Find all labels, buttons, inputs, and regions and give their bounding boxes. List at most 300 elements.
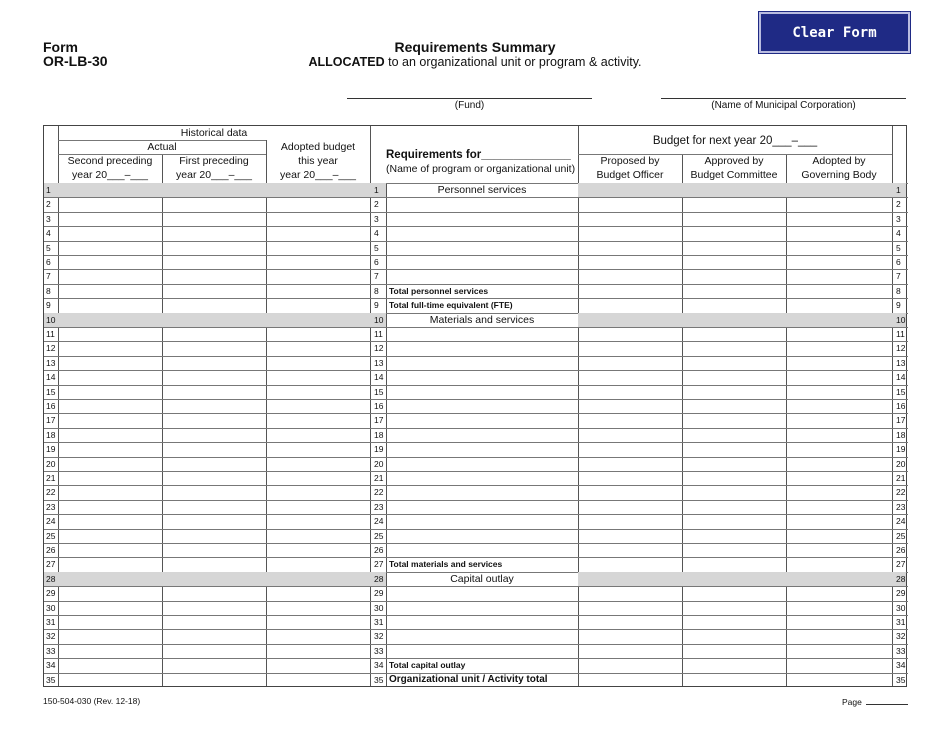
adopted-by-cell[interactable] [786,629,892,643]
approved-cell[interactable] [682,226,786,240]
row-number-left: 12 [46,343,56,354]
adopted-by-cell[interactable] [786,413,892,427]
second-preceding-cell[interactable] [58,212,162,226]
second-preceding-cell[interactable] [58,615,162,629]
adopted-budget-cell[interactable] [266,615,370,629]
first-preceding-cell[interactable] [162,385,266,399]
adopted-budget-cell[interactable] [266,500,370,514]
row-number-middle: 31 [374,617,384,627]
first-preceding-cell[interactable] [162,313,266,327]
page-title: Requirements Summary [394,39,556,55]
proposed-cell[interactable] [578,543,682,557]
adopted-by-cell[interactable] [786,370,892,384]
adopted-budget-cell[interactable] [266,557,370,571]
form-label [43,40,108,68]
row-number-right: 32 [896,631,906,642]
second-preceding-cell[interactable] [58,370,162,384]
adopted-budget-cell[interactable] [266,572,370,586]
approved-cell[interactable] [682,385,786,399]
proposed-header [578,154,682,182]
approved-cell[interactable] [682,673,786,687]
second-preceding-cell[interactable] [58,255,162,269]
second-preceding-cell[interactable] [58,471,162,485]
adopted-budget-cell[interactable] [266,442,370,456]
adopted-by-cell[interactable] [786,284,892,298]
adopted-by-cell[interactable] [786,399,892,413]
adopted-budget-cell[interactable] [266,284,370,298]
second-preceding-cell[interactable] [58,572,162,586]
approved-cell[interactable] [682,485,786,499]
adopted-by-line2: Governing Body [801,169,877,181]
first-preceding-cell[interactable] [162,370,266,384]
second-preceding-cell[interactable] [58,557,162,571]
proposed-cell[interactable] [578,572,682,586]
proposed-cell[interactable] [578,485,682,499]
first-preceding-cell[interactable] [162,658,266,672]
row-number-left: 6 [46,257,51,267]
row-number-right: 17 [896,415,906,426]
row-number-left: 23 [46,501,56,512]
approved-cell[interactable] [682,183,786,197]
proposed-cell[interactable] [578,658,682,672]
table-row [44,197,906,211]
first-preceding-cell[interactable] [162,615,266,629]
adopted-budget-cell[interactable] [266,341,370,355]
adopted-by-cell[interactable] [786,269,892,283]
adopted-by-cell[interactable] [786,673,892,687]
approved-cell[interactable] [682,428,786,442]
requirement-label: Total materials and services [389,559,503,570]
first-preceding-header [162,154,266,182]
approved-cell[interactable] [682,255,786,269]
row-number-middle: 12 [374,343,384,354]
adopted-by-cell[interactable] [786,457,892,471]
row-number-left: 13 [46,357,56,368]
approved-cell[interactable] [682,644,786,658]
first-preceding-cell[interactable] [162,269,266,283]
adopted-by-cell[interactable] [786,586,892,600]
adopted-budget-line2: this year [298,155,338,167]
adopted-budget-cell[interactable] [266,269,370,283]
second-preceding-cell[interactable] [58,442,162,456]
second-preceding-cell[interactable] [58,226,162,240]
adopted-budget-cell[interactable] [266,586,370,600]
row-number-middle: 33 [374,645,384,656]
row-number-left: 19 [46,444,56,455]
adopted-by-cell[interactable] [786,313,892,327]
approved-cell[interactable] [682,313,786,327]
proposed-cell[interactable] [578,629,682,643]
approved-cell[interactable] [682,471,786,485]
row-number-right: 15 [896,386,906,397]
approved-cell[interactable] [682,212,786,226]
budget-next-year-header: Budget for next year 20___–___ [652,135,818,147]
page-label: Page [842,697,862,707]
approved-cell[interactable] [682,629,786,643]
first-preceding-cell[interactable] [162,298,266,312]
adopted-budget-cell[interactable] [266,313,370,327]
row-number-left: 7 [46,271,51,282]
second-preceding-cell[interactable] [58,241,162,255]
approved-line1: Approved by [704,155,764,167]
proposed-cell[interactable] [578,197,682,211]
first-preceding-cell[interactable] [162,255,266,269]
first-preceding-cell[interactable] [162,629,266,643]
row-number-left: 3 [46,213,51,224]
adopted-by-cell[interactable] [786,471,892,485]
first-preceding-cell[interactable] [162,586,266,600]
adopted-by-header [786,154,892,182]
page-field [842,697,908,707]
proposed-cell[interactable] [578,442,682,456]
adopted-budget-cell[interactable] [266,428,370,442]
row-number-middle: 10 [374,314,384,325]
proposed-line1: Proposed by [600,155,660,167]
first-preceding-cell[interactable] [162,673,266,687]
approved-cell[interactable] [682,500,786,514]
row-number-left: 24 [46,516,56,527]
adopted-budget-cell[interactable] [266,298,370,312]
proposed-cell[interactable] [578,413,682,427]
adopted-budget-cell[interactable] [266,212,370,226]
table-row [44,471,906,485]
proposed-cell[interactable] [578,586,682,600]
adopted-budget-cell[interactable] [266,673,370,687]
row-number-right: 11 [896,329,905,339]
proposed-cell[interactable] [578,673,682,687]
adopted-by-cell[interactable] [786,428,892,442]
adopted-budget-cell[interactable] [266,629,370,643]
approved-line2: Budget Committee [690,169,778,181]
proposed-cell[interactable] [578,313,682,327]
proposed-cell[interactable] [578,212,682,226]
adopted-by-cell[interactable] [786,341,892,355]
row-number-middle: 25 [374,530,384,541]
first-preceding-cell[interactable] [162,241,266,255]
approved-cell[interactable] [682,572,786,586]
first-preceding-cell[interactable] [162,197,266,211]
approved-cell[interactable] [682,284,786,298]
proposed-cell[interactable] [578,255,682,269]
row-number-right: 7 [896,271,901,282]
row-number-left: 15 [46,386,56,397]
header-divider [58,140,266,141]
adopted-budget-cell[interactable] [266,226,370,240]
row-number-right: 13 [896,357,906,368]
row-number-middle: 9 [374,300,379,311]
first-preceding-cell[interactable] [162,356,266,370]
approved-cell[interactable] [682,269,786,283]
adopted-by-cell[interactable] [786,212,892,226]
table-row [44,356,906,370]
adopted-by-cell[interactable] [786,485,892,499]
second-preceding-cell[interactable] [58,500,162,514]
table-row [44,529,906,543]
second-preceding-cell[interactable] [58,284,162,298]
adopted-by-cell[interactable] [786,183,892,197]
proposed-cell[interactable] [578,226,682,240]
second-preceding-cell[interactable] [58,658,162,672]
row-number-middle: 8 [374,285,379,296]
page-number-input[interactable] [866,704,908,705]
adopted-by-cell[interactable] [786,572,892,586]
proposed-cell[interactable] [578,529,682,543]
proposed-cell[interactable] [578,370,682,384]
proposed-cell[interactable] [578,644,682,658]
first-preceding-cell[interactable] [162,471,266,485]
adopted-budget-cell[interactable] [266,529,370,543]
second-preceding-cell[interactable] [58,197,162,211]
adopted-by-cell[interactable] [786,529,892,543]
proposed-cell[interactable] [578,615,682,629]
fund-line[interactable] [347,98,592,99]
second-preceding-cell[interactable] [58,428,162,442]
municipal-line[interactable] [661,98,906,99]
second-preceding-cell[interactable] [58,313,162,327]
proposed-cell[interactable] [578,399,682,413]
adopted-budget-cell[interactable] [266,543,370,557]
adopted-budget-cell[interactable] [266,241,370,255]
approved-cell[interactable] [682,370,786,384]
table-row [44,370,906,384]
title-block [300,40,650,70]
table-row [44,673,906,687]
proposed-cell[interactable] [578,557,682,571]
second-preceding-label: Second preceding [67,155,153,167]
proposed-cell[interactable] [578,269,682,283]
proposed-cell[interactable] [578,241,682,255]
row-number-right: 25 [896,530,906,541]
first-preceding-cell[interactable] [162,183,266,197]
second-preceding-cell[interactable] [58,269,162,283]
proposed-cell[interactable] [578,341,682,355]
table-row [44,269,906,283]
second-preceding-cell[interactable] [58,485,162,499]
approved-cell[interactable] [682,298,786,312]
adopted-by-cell[interactable] [786,255,892,269]
row-number-left: 34 [46,660,56,671]
first-preceding-cell[interactable] [162,572,266,586]
proposed-cell[interactable] [578,385,682,399]
proposed-cell[interactable] [578,471,682,485]
requirements-sub-label: (Name of program or organizational unit) [386,163,576,175]
approved-cell[interactable] [682,658,786,672]
adopted-budget-cell[interactable] [266,197,370,211]
adopted-by-cell[interactable] [786,327,892,341]
adopted-budget-cell[interactable] [266,457,370,471]
proposed-cell[interactable] [578,298,682,312]
second-preceding-cell[interactable] [58,327,162,341]
requirements-header [386,148,578,176]
adopted-budget-cell[interactable] [266,514,370,528]
header-divider [578,154,892,155]
proposed-cell[interactable] [578,601,682,615]
second-preceding-cell[interactable] [58,673,162,687]
proposed-cell[interactable] [578,327,682,341]
first-preceding-cell[interactable] [162,226,266,240]
first-preceding-cell[interactable] [162,543,266,557]
approved-cell[interactable] [682,442,786,456]
second-preceding-cell[interactable] [58,413,162,427]
second-preceding-cell[interactable] [58,385,162,399]
row-number-left: 10 [46,314,56,325]
first-preceding-cell[interactable] [162,557,266,571]
approved-cell[interactable] [682,356,786,370]
adopted-by-cell[interactable] [786,500,892,514]
first-preceding-cell[interactable] [162,514,266,528]
row-number-right: 29 [896,588,906,599]
second-preceding-cell[interactable] [58,298,162,312]
table-row [44,601,906,615]
adopted-budget-cell[interactable] [266,471,370,485]
approved-cell[interactable] [682,557,786,571]
first-preceding-cell[interactable] [162,529,266,543]
first-preceding-year: year 20___–___ [176,169,252,181]
first-preceding-cell[interactable] [162,284,266,298]
adopted-budget-cell[interactable] [266,183,370,197]
adopted-budget-cell[interactable] [266,255,370,269]
second-preceding-header [58,154,162,182]
adopted-by-cell[interactable] [786,615,892,629]
row-number-right: 9 [896,300,901,311]
row-number-right: 31 [896,617,906,627]
approved-cell[interactable] [682,341,786,355]
row-number-middle: 34 [374,660,384,671]
adopted-budget-cell[interactable] [266,385,370,399]
row-number-middle: 5 [374,242,379,253]
adopted-by-cell[interactable] [786,543,892,557]
approved-header [682,154,786,182]
first-preceding-cell[interactable] [162,500,266,514]
first-preceding-cell[interactable] [162,644,266,658]
second-preceding-cell[interactable] [58,356,162,370]
adopted-by-cell[interactable] [786,385,892,399]
row-number-left: 2 [46,199,51,210]
proposed-cell[interactable] [578,500,682,514]
second-preceding-cell[interactable] [58,543,162,557]
approved-cell[interactable] [682,601,786,615]
approved-cell[interactable] [682,586,786,600]
adopted-budget-cell[interactable] [266,413,370,427]
approved-cell[interactable] [682,514,786,528]
adopted-by-cell[interactable] [786,226,892,240]
adopted-by-cell[interactable] [786,601,892,615]
approved-cell[interactable] [682,399,786,413]
row-number-middle: 16 [374,401,384,411]
second-preceding-cell[interactable] [58,399,162,413]
adopted-by-cell[interactable] [786,298,892,312]
clear-form-button[interactable]: Clear Form [759,12,910,53]
first-preceding-cell[interactable] [162,413,266,427]
second-preceding-cell[interactable] [58,183,162,197]
first-preceding-cell[interactable] [162,341,266,355]
adopted-budget-cell[interactable] [266,327,370,341]
proposed-cell[interactable] [578,183,682,197]
adopted-by-cell[interactable] [786,241,892,255]
adopted-by-cell[interactable] [786,644,892,658]
row-number-right: 4 [896,228,901,239]
approved-cell[interactable] [682,529,786,543]
adopted-budget-cell[interactable] [266,399,370,413]
adopted-budget-cell[interactable] [266,356,370,370]
row-number-middle: 17 [374,415,384,426]
adopted-by-cell[interactable] [786,197,892,211]
fund-caption: (Fund) [454,100,485,111]
subtitle-bold: ALLOCATED [308,55,385,69]
first-preceding-cell[interactable] [162,442,266,456]
proposed-cell[interactable] [578,514,682,528]
second-preceding-cell[interactable] [58,529,162,543]
adopted-by-cell[interactable] [786,356,892,370]
row-number-middle: 13 [374,357,384,368]
adopted-budget-cell[interactable] [266,658,370,672]
approved-cell[interactable] [682,413,786,427]
proposed-cell[interactable] [578,428,682,442]
row-number-left: 4 [46,228,51,239]
approved-cell[interactable] [682,327,786,341]
adopted-by-cell[interactable] [786,658,892,672]
second-preceding-cell[interactable] [58,341,162,355]
table-row [44,485,906,499]
second-preceding-cell[interactable] [58,457,162,471]
approved-cell[interactable] [682,457,786,471]
first-preceding-cell[interactable] [162,327,266,341]
first-preceding-cell[interactable] [162,399,266,413]
first-preceding-cell[interactable] [162,485,266,499]
table-row [44,629,906,643]
second-preceding-cell[interactable] [58,629,162,643]
adopted-by-cell[interactable] [786,514,892,528]
first-preceding-cell[interactable] [162,457,266,471]
second-preceding-cell[interactable] [58,586,162,600]
approved-cell[interactable] [682,543,786,557]
adopted-by-cell[interactable] [786,442,892,456]
approved-cell[interactable] [682,197,786,211]
row-number-right: 33 [896,645,906,656]
proposed-cell[interactable] [578,457,682,471]
row-number-right: 3 [896,213,901,224]
adopted-budget-cell[interactable] [266,644,370,658]
requirement-label: Total personnel services [389,285,489,296]
proposed-cell[interactable] [578,356,682,370]
row-number-left: 35 [46,674,56,685]
approved-cell[interactable] [682,241,786,255]
first-preceding-cell[interactable] [162,212,266,226]
second-preceding-cell[interactable] [58,601,162,615]
table-row [44,255,906,269]
second-preceding-cell[interactable] [58,514,162,528]
adopted-budget-cell[interactable] [266,485,370,499]
adopted-by-cell[interactable] [786,557,892,571]
adopted-budget-cell[interactable] [266,370,370,384]
row-number-left: 30 [46,602,56,613]
first-preceding-cell[interactable] [162,428,266,442]
second-preceding-cell[interactable] [58,644,162,658]
header-divider [58,154,266,155]
adopted-budget-cell[interactable] [266,601,370,615]
row-number-left: 31 [46,617,56,627]
row-number-right: 23 [896,501,906,512]
first-preceding-cell[interactable] [162,601,266,615]
table-row [44,615,906,629]
row-number-left: 29 [46,588,56,599]
row-number-right: 27 [896,559,906,570]
approved-cell[interactable] [682,615,786,629]
row-number-right: 16 [896,401,906,411]
proposed-cell[interactable] [578,284,682,298]
table-row [44,298,906,312]
row-number-left: 27 [46,559,56,570]
